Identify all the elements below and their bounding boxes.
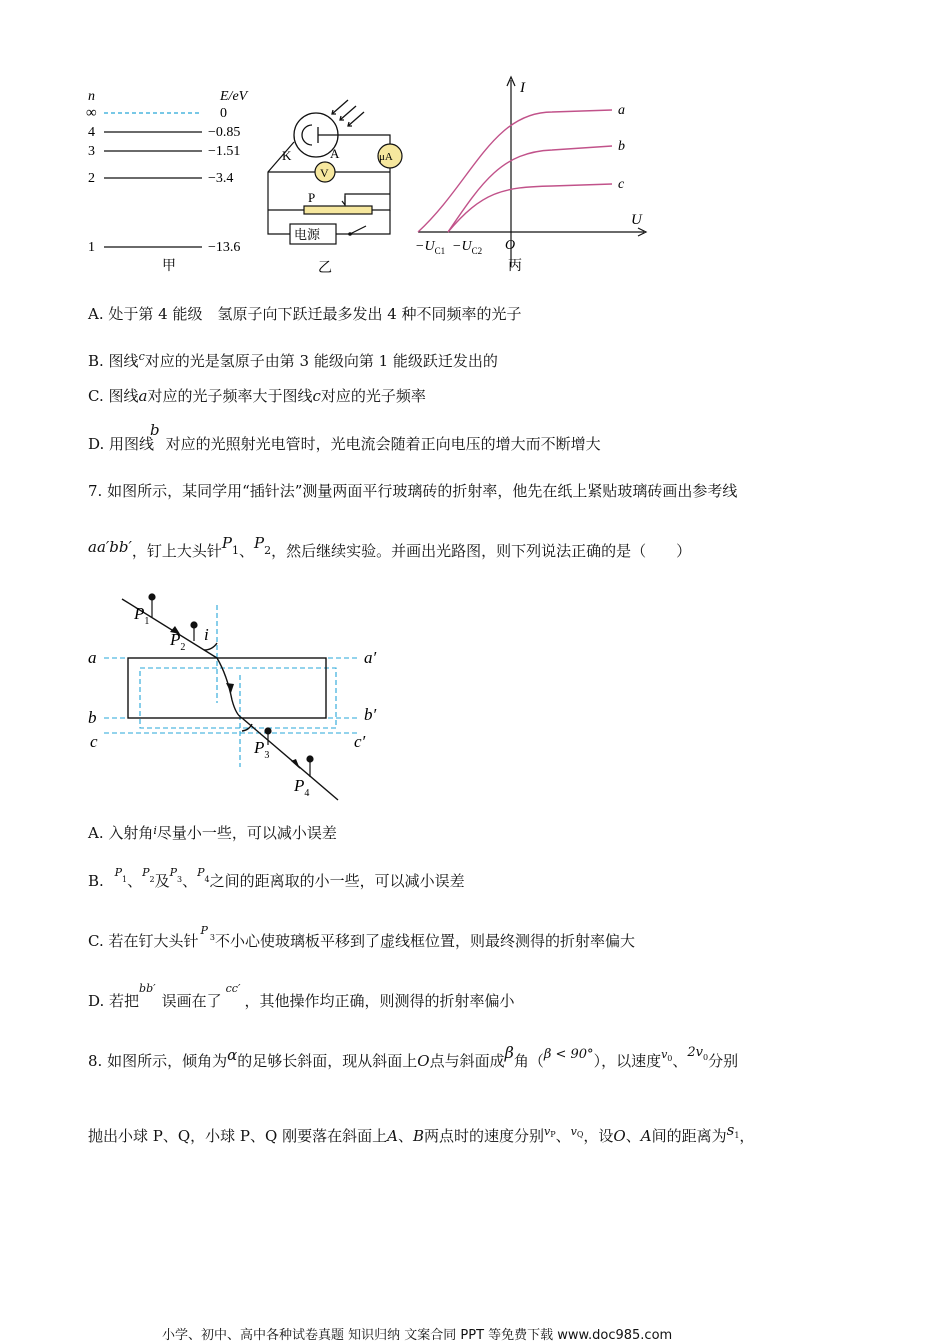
label-P3: $P_3$ bbox=[254, 738, 270, 761]
q6-option-d: D. 用图线b对应的光照射光电管时，光电流会随着正向电压的增大而不断增大 bbox=[88, 421, 601, 453]
label-uc1: $-U_{C1}$ bbox=[415, 239, 446, 256]
curve-a bbox=[418, 110, 612, 232]
q6-option-a: A. 处于第 4 能级 氢原子向下跃迁最多发出 4 种不同频率的光子 bbox=[88, 305, 522, 323]
rheostat-icon bbox=[304, 206, 372, 214]
q7-option-a: A. 入射角$^i$尽量小一些，可以减小误差 bbox=[88, 824, 337, 842]
pin-p3-icon bbox=[265, 728, 271, 734]
label-A: A bbox=[330, 146, 340, 161]
curve-label-b: b bbox=[618, 139, 625, 154]
axis-label-I: I bbox=[520, 80, 525, 96]
level-e-2: −3.4 bbox=[208, 171, 234, 186]
figure-glass-brick bbox=[82, 585, 392, 807]
figure-circuit bbox=[260, 94, 425, 274]
figure-iu-chart bbox=[412, 72, 662, 278]
q8-stem-line1: 8. 如图所示，倾角为α的足够长斜面，现从斜面上O点与斜面成β角（β < 90°），以速度$^{v0}$、$2v^0$分别 bbox=[88, 1043, 739, 1070]
caption-yi: 乙 bbox=[318, 261, 332, 274]
label-source: 电源 bbox=[294, 227, 321, 242]
level-e-4: −0.85 bbox=[208, 125, 241, 140]
label-uc2: $-U_{C2}$ bbox=[452, 239, 483, 256]
level-e-1: −13.6 bbox=[208, 240, 241, 255]
level-n-4: 4 bbox=[88, 125, 95, 140]
q7-option-b: B. $^{P1}$、$^{P2}$及$^{P3}$、$^{P4}$之间的距离取的小一些，可以减小误差 bbox=[88, 866, 465, 890]
label-P1: $P_1$ bbox=[134, 604, 150, 627]
q6-option-c: C. 图线a对应的光子频率大于图线c对应的光子频率 bbox=[88, 387, 426, 405]
curve-b bbox=[448, 146, 612, 232]
curve-label-a: a bbox=[618, 103, 625, 118]
axis-label-U: U bbox=[631, 212, 642, 228]
caption-bing: 丙 bbox=[508, 259, 522, 274]
q7-option-c: C. 若在钉大头针$^{P3}$不小心使玻璃板平移到了虚线框位置，则最终测得的折射率偏大 bbox=[88, 924, 635, 950]
label-b-prime: b′ bbox=[364, 705, 377, 724]
pin-p2-icon bbox=[191, 622, 197, 628]
q7-stem-line2: aa′bb′，钉上大头针P1、P2，然后继续实验。并画出光路图，则下列说法正确的是（ ） bbox=[88, 534, 692, 560]
shifted-brick-outline bbox=[140, 668, 336, 728]
label-b: b bbox=[88, 708, 97, 727]
label-P4: $P_4$ bbox=[294, 776, 310, 799]
switch-icon bbox=[350, 226, 366, 234]
n-header: n bbox=[88, 89, 95, 104]
light-rays-icon bbox=[332, 100, 364, 126]
pin-p1-icon bbox=[149, 594, 155, 600]
label-uA: μA bbox=[379, 151, 393, 163]
pin-p4-icon bbox=[307, 756, 313, 762]
glass-brick bbox=[128, 658, 326, 718]
level-n-2: 2 bbox=[88, 171, 95, 186]
level-n-inf: ∞ bbox=[86, 105, 97, 121]
origin-label: O bbox=[505, 238, 516, 253]
level-e-inf: 0 bbox=[220, 106, 227, 121]
q6-option-b: B. 图线$^c$对应的光是氢原子由第 3 能级向第 1 能级跃迁发出的 bbox=[88, 350, 498, 370]
level-e-3: −1.51 bbox=[208, 144, 241, 159]
q8-stem-line2: 抛出小球 P、Q，小球 P、Q 刚要落在斜面上A、B两点时的速度分别$^{vP}$、$^{vQ}$，设O、A间的距离为$s^1$， bbox=[88, 1121, 755, 1145]
label-V: V bbox=[320, 166, 329, 180]
label-c: c bbox=[90, 732, 98, 751]
curve-c bbox=[448, 184, 612, 232]
label-c-prime: c′ bbox=[354, 732, 366, 751]
label-i: i bbox=[204, 625, 209, 644]
label-a-prime: a′ bbox=[364, 648, 377, 667]
ray-arrow-3 bbox=[291, 759, 300, 769]
footer-ad[interactable]: 小学、初中、高中各种试卷真题 知识归纳 文案合同 PPT 等免费下载 www.doc985.com bbox=[162, 1328, 673, 1343]
label-K: K bbox=[282, 148, 292, 163]
label-a: a bbox=[88, 648, 97, 667]
label-P2: $P_2$ bbox=[170, 630, 186, 653]
figure-energy-levels bbox=[80, 84, 270, 274]
curve-label-c: c bbox=[618, 177, 625, 192]
level-n-1: 1 bbox=[88, 240, 95, 255]
label-P: P bbox=[308, 190, 316, 205]
q7-stem-line1: 7. 如图所示，某同学用“插针法”测量两面平行玻璃砖的折射率，他先在纸上紧贴玻璃砖画出参考线 bbox=[88, 482, 738, 500]
level-n-3: 3 bbox=[88, 144, 95, 159]
e-header: E/eV bbox=[220, 89, 248, 104]
caption-jia: 甲 bbox=[162, 259, 176, 274]
q7-option-d: D. 若把$^{bb'}$误画在了$^{cc'}$，其他操作均正确，则测得的折射率偏小 bbox=[88, 982, 515, 1010]
